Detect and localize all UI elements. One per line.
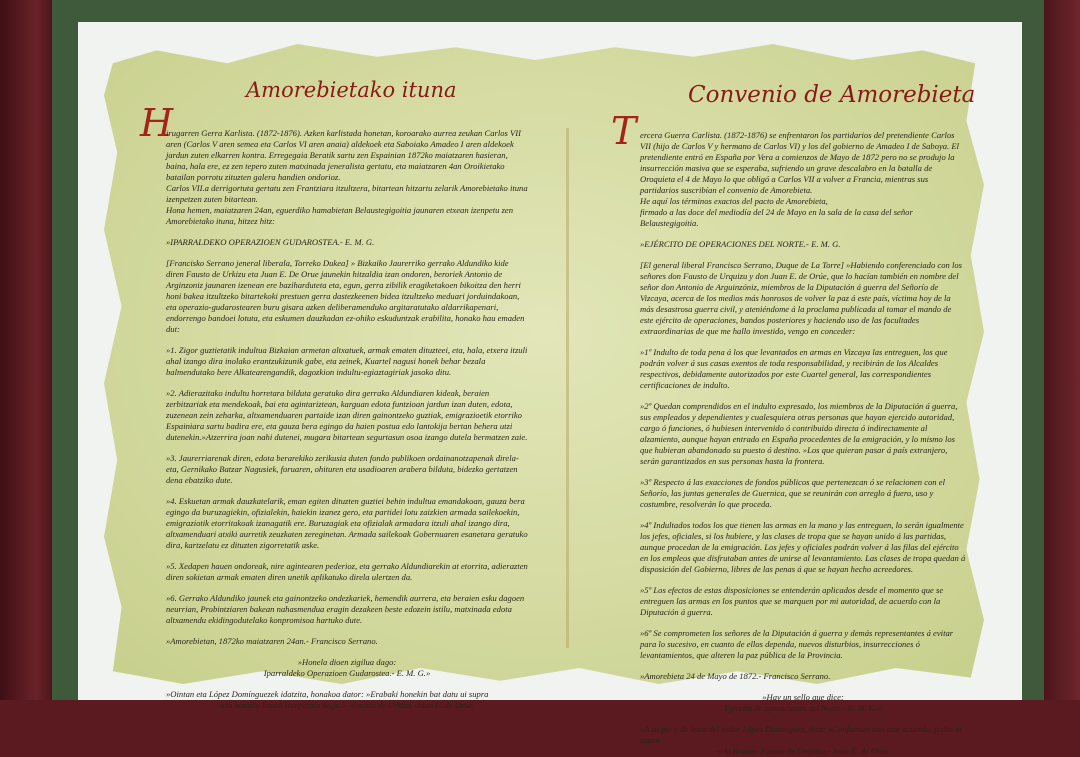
right-date: »Amorebieta 24 de Mayo de 1872.- Francisco Serrano. (640, 671, 831, 681)
right-article-2: »2º Quedan comprendidos en el indulto expresado, los miembros de la Diputación á guerra, sus empleados y dependientes y cualesquiera otras personas que hayan ejercido autoridad, cargo ó funciones, ó hubiesen intervenido ó contribuido directa ó indirectamente al alzamiento, aunque hayan entrado en España procedentes de la emigración, y lo mismo los que hubieran abandonado su puesto ó destino. »Los que quieran pasar á país extranjero, serán garantizados en sus personas hasta la frontera. (640, 401, 958, 466)
right-intro-2: He aquí los términos exactos del pacto de Amorebieta, (640, 196, 828, 206)
left-seal-line-1: »Honela dioen zigilua dago: (297, 657, 397, 667)
right-header: »EJÉRCITO DE OPERACIONES DEL NORTE.- E. M. G. (640, 239, 841, 249)
right-dropcap: T (611, 109, 637, 153)
left-intro-3: Hona hemen, maiatzaren 24an, eguerdiko hamabietan Belaustegigoitia jaunaren etxean izenpetu zen Amorebietako ituna, hitzez hitz: (166, 205, 514, 226)
right-para: [El general liberal Francisco Serrano, Duque de La Torre] »Habiendo conferenciado con los señores don Fausto de Urquizu y don Juan E. de Orúe, que lo hacían también en nombre del señor don Antonio de Arguinzóniz, miembros de la Diputación á guerra del Señorío de Vizcaya, acerca de los medios más honrosos de volver la paz á este país, víctima hoy de la más desastrosa guerra civil, y ateniéndome á la proclama publicada al tomar el mando de este ejército de operaciones, bandos posteriores y haciendo uso de las facultades extraordinarias de que me hallo investido, vengo en conceder: (640, 260, 962, 336)
left-date: »Amorebietan, 1872ko maiatzaren 24an.- Francisco Serrano. (166, 636, 378, 646)
frame-right (1044, 0, 1080, 700)
right-seal-line-2: Ejército de operaciones del Norte.- E. M. G.» (724, 703, 882, 713)
right-intro: ercera Guerra Carlista. (1872-1876) se enfrentaron los partidarios del pretendiente Carlos VII (hijo de Carlos V y hermano de Carlos VI) y los del gobierno de Amadeo I de Saboya. El pretendiente entró en España por Vera a comienzos de Mayo de 1872 pero no se produjo la insurrección masiva que se esperaba, sufriendo un grave descalabro en la batalla de Oroquieta el 4 de Mayo lo que obligó a Carlos VII a volver a Francia, mientras sus partidarios suscribían el convenio de Amorebieta. (640, 130, 960, 195)
left-article-5: »5. Xedapen hauen ondoreak, nire agintearen pederioz, eta gerrako Aldundiarekin at etorrita, adierazten diren sokietan armak ematen diren unetik aplikatuko direla ulertzen da. (166, 561, 528, 582)
left-title: Amorebietako ituna (246, 78, 457, 102)
left-article-1: »1. Zigor guztietatik indultua Bizkaian armetan altxatuek, armak ematen dituzteei, eta, hala, etxera itzuli ahal izango dira inolako erantzukizunik gabe, eta zeinek, Kuartel nagusi honek behar bezala balmendutako bere Alkatearengandik, dagozkion indultu-egiaztagiriak jasoko ditu. (166, 345, 528, 377)
left-sign-line-1: »Ointan eta López Domínguezek idatzita, honakoa dator: »Erabaki honekin bat datu ui supra (166, 689, 489, 699)
left-intro-2: Carlos VII.a derrigortuta gertatu zen Frantziara itzultzera, bitartean hitzartu zelarik Amorebietako ituna izenpetzen zuten bitartean. (166, 183, 528, 204)
column-divider (566, 128, 569, 648)
right-seal-line-1: »Hay un sello que dice: (762, 692, 844, 702)
left-header: »IPARRALDEKO OPERAZIOEN GUDAROSTEA.- E. M. G. (166, 237, 375, 247)
left-para: [Francisko Serrano jeneral liberala, Torreko Dukea] » Bizkaiko Jaurerriko gerrako Aldundiko kide diren Fausto de Urkizu eta Juan E. De Orue jaunekin hitzaldia izan ondoren, beroriek Antonio de Arginzoniz jaunaren izenean ere baziharduteta eta, egun, gerra zibilik eragiketakoen bikoitza den herri honi bakea itzultzeko bitartekoki prestuen gerra dastezkeenen bidea itzultzeko meduari jorduindakoan, eta operazio-gudarostearen buru gisara azken deliberamenduko argitaratutako aldarrikapenari, endorrengo bandoei lotuta, eta eskumen dauzkadan ez-ohiko eskuduntzak erabilita, honako hau emaden dut: (166, 258, 525, 334)
frame-left (0, 0, 52, 700)
left-article-6: »6. Gerrako Aldundiko jaunek eta gainontzeko ondezkariek, hemendik aurrera, eta beraien esku dagoen neurrian, Probintziaren bakean nahasmendua eragin dezakeen beste edozein istilu, matxinada edota altxamendu ekidingodutelako konpromisoa hartuko dute. (166, 593, 525, 625)
left-intro: irugarren Gerra Karlista. (1872-1876). Azken karlistada honetan, koroarako aurrea zeukan Carlos VII aren (Carlos V aren semea eta Carlos VI aren anaia) aldekoek eta Saboiako Amadeo I aren aldekoek jardun zuten elkarren kontra. Erregegaia Beratik sartu zen Espainian 1872ko maiatzaren hasieran, baina, hala ere, ez zen tepero zuten matxinada jeneralista gertatu, eta maiatzaren 4an Oroikietako batailan porrotu zituzten galera handien ondorioz. (166, 128, 522, 182)
right-article-1: »1º Indulto de toda pena á los que levantados en armas en Vizcaya las entreguen, los que podrán volver á sus casas exentos de toda responsabilidad, y recibirán de los Alcaldes respectivos, debidamente autorizados por este Cuartel general, las correspondientes certificaciones de indulto. (640, 347, 948, 390)
left-article-4: »4. Eskuetan armak dauzkatelarik, eman egiten dituzten guztiei behin indultua emandakoan, gauza bera egingo da buruzagiekin, ofizialekin, haiekin izanez gero, eta partidei lotu zaizkien armada sailekoekin, emigraziotik etorritakoak izanagatik ere. Buruzagiak eta ofizialak armadara itzuli ahal izango dira, altxamenduari atxiki aurretik zeuzkaten zereginetan. Armada sailekoak Gobernuaren esanetara geratuko dira, kartzelatu ez dituzten zigorretatik aske. (166, 496, 528, 550)
right-article-3: »3º Respecto á las exacciones de fondos públicos que pertenezcan ó se relacionen con el Señorío, las juntas generales de Guernica, que se reunirán con arreglo á fuero, uso y costumbre, resolverán lo que proceda. (640, 477, 945, 509)
right-sign-line-1: »A su pie y de letra del señor López Domínguez, dice: »Conformes con este acuerdo, fecha ut supra (640, 724, 962, 745)
right-article-4: »4º Indultados todos los que tienen las armas en la mano y las entreguen, lo serán igualmente los jefes, oficiales, si los hubiere, y las clases de tropa que se hayan unido á las partidas, aunque procedan de la emigración. Los jefes y oficiales podrán volver á las filas del ejército en los empleos que disfrutaban antes de unirse al levantamiento. Las clases de tropa quedan á disposición del Gobierno, libres de las penas á que se hayan hecho acreedores. (640, 520, 966, 574)
left-column-basque (166, 128, 528, 711)
right-intro-3: firmado a las doce del mediodía del 24 de Mayo en la sala de la casa del señor Belaustegigoitia. (640, 207, 913, 228)
left-sign-line-2: -eta honako hauek izenpetuta dago:» -Fausto de Urkizu.-Juan E. de Orue. (219, 700, 475, 710)
left-dropcap: H (140, 101, 174, 145)
right-sign-line-2: -y lo firman- Fausto de Urquizu.- Juan E. de Orúe. (715, 746, 891, 756)
left-seal-line-2: Iparraldeko Operazioen Gudarostea.- E. M. G.» (263, 668, 431, 678)
right-column-spanish (640, 130, 966, 757)
left-article-3: »3. Jaurerriarenak diren, edota berarekiko zerikusia duten fondo publikoen ordainanotzapenak direla-eta, Gernikako Batzar Nagusiek, foruaren, ohituren eta usadioaren arabera bilduta, bidezko gertatzen dena ebatziko dute. (166, 453, 519, 485)
right-article-6: »6º Se comprometen los señores de la Diputación á guerra y demás representantes á evitar para lo sucesivo, en cuanto de ellos dependa, nuevos disturbios, insurrecciones ó levantamientos, que alteren la paz pública de la Provincia. (640, 628, 954, 660)
left-article-2: »2. Adierazitako indultu horretara bilduta geratuko dira gerrako Aldundiaren kideak, beraien zerbitzariak eta mendekoak, bai eta agintariztean, karguan edota funtzioan jardun izan duten, edota, zuzenean zein zeharka, altxamenduaren partaide izan diren gainontzeko guztiak, emigrazioetik etorriko Espainiara sartu badira ere, eta gauza bera egingo da haien postua edo lantokija bertan behera utzi dutenekin.»Atzerrira joan nahi dutenei, mugara bitartean segurtasun osoa izango dutela bermatzen zaie. (166, 388, 528, 442)
right-title: Convenio de Amorebieta (688, 82, 976, 108)
right-article-5: »5º Los efectos de estas disposiciones se entenderán aplicados desde el momento que se entreguen las armas en los puntos que se marquen por mi autoridad, de acuerdo con la Diputación á guerra. (640, 585, 944, 617)
